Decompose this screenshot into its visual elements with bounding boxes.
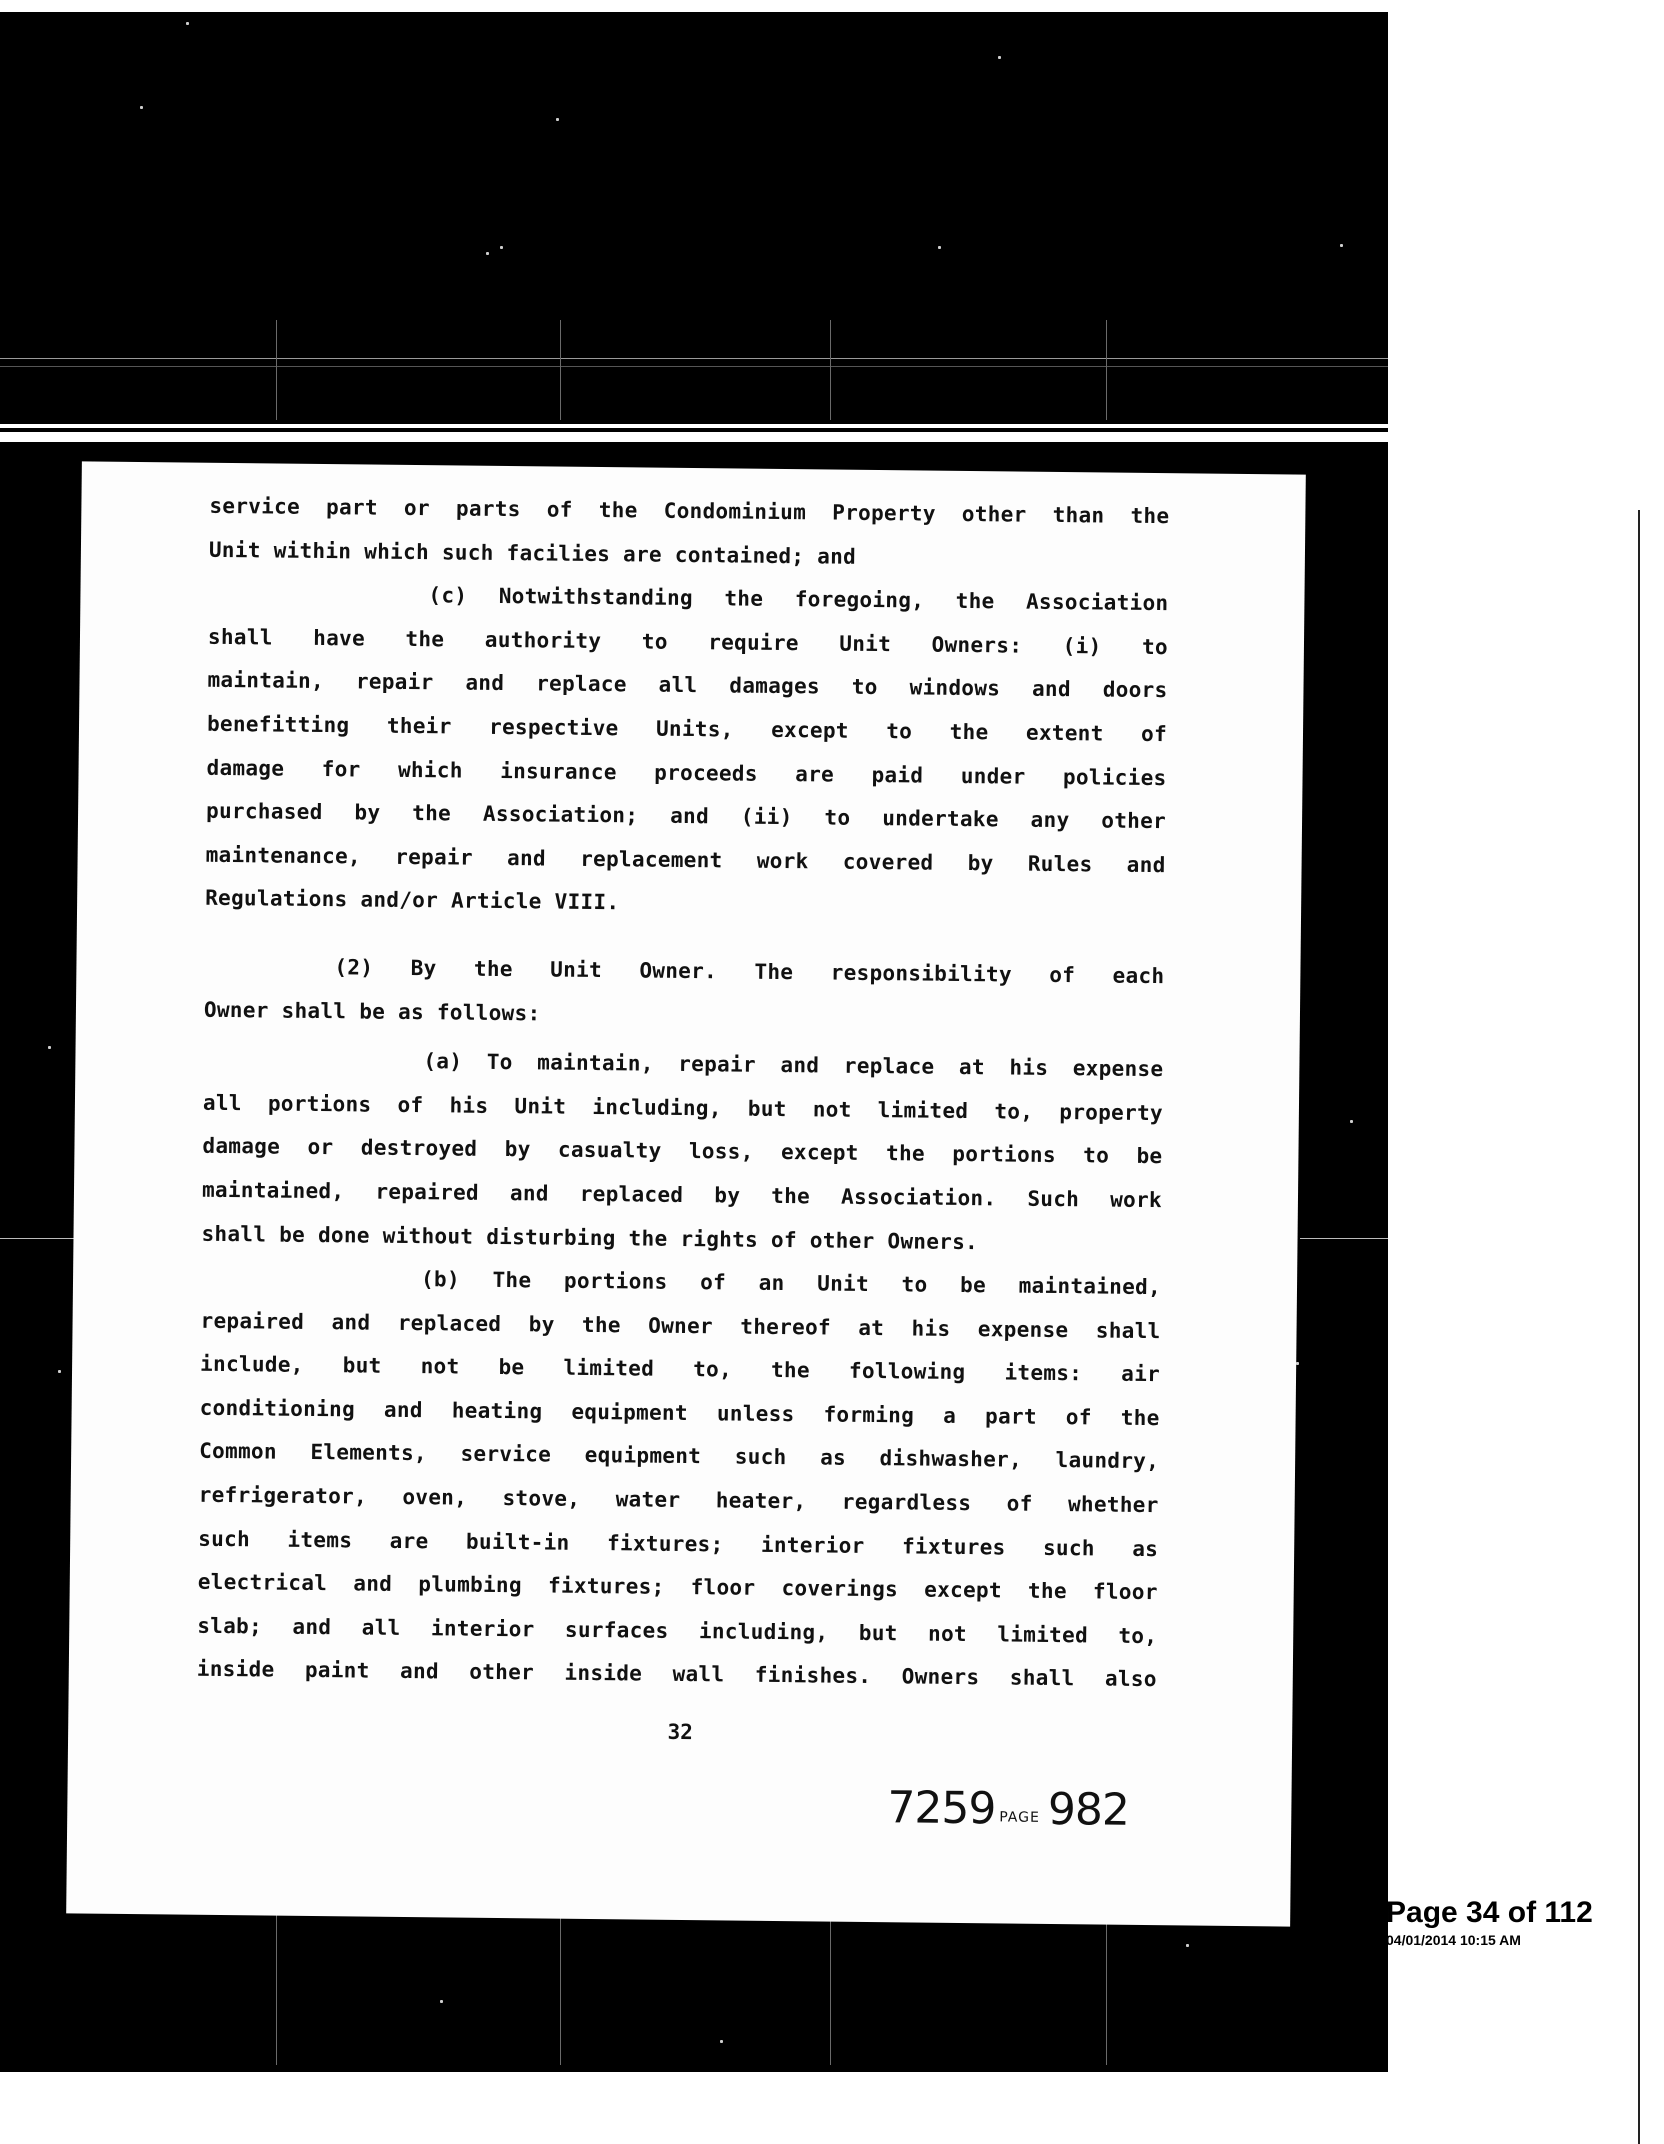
scan-artifact-line bbox=[0, 1238, 80, 1239]
body-line: (b) The portions of an Unit to be maintained, bbox=[420, 1267, 1162, 1300]
body-line: damage or destroyed by casualty loss, except the portions to be bbox=[202, 1134, 1163, 1169]
body-line: Owner shall be as follows: bbox=[203, 997, 541, 1025]
body-line: all portions of his Unit including, but not limited to, property bbox=[202, 1090, 1164, 1125]
body-line: (2) By the Unit Owner. The responsibility of each bbox=[334, 955, 1165, 989]
scan-speck bbox=[556, 118, 559, 121]
scan-speck bbox=[58, 1370, 61, 1373]
scan-speck bbox=[1296, 1362, 1299, 1365]
body-line: repaired and replaced by the Owner thereof at his expense shall bbox=[200, 1308, 1161, 1343]
body-line: damage for which insurance proceeds are paid under policies bbox=[206, 755, 1167, 790]
body-line: such items are built-in fixtures; interior fixtures such as bbox=[198, 1526, 1159, 1561]
scan-speck bbox=[440, 2000, 443, 2003]
scan-speck bbox=[998, 56, 1001, 59]
page-count: Page 34 of 112 bbox=[1386, 1896, 1593, 1929]
body-line: Common Elements, service equipment such as dishwasher, laundry, bbox=[199, 1439, 1160, 1474]
page-timestamp: 04/01/2014 10:15 AM bbox=[1386, 1932, 1521, 1948]
document-paper bbox=[66, 461, 1306, 1926]
body-line: inside paint and other inside wall finishes. Owners shall also bbox=[196, 1657, 1157, 1692]
scan-speck bbox=[186, 22, 189, 25]
body-line: (c) Notwithstanding the foregoing, the Association bbox=[428, 583, 1169, 616]
scan-artifact-vline bbox=[830, 1915, 831, 2065]
body-line: maintained, repaired and replaced by the Association. Such work bbox=[201, 1177, 1163, 1213]
scan-separator bbox=[0, 424, 1388, 428]
body-line: shall be done without disturbing the rights of other Owners. bbox=[201, 1221, 979, 1254]
scan-artifact-vline bbox=[276, 320, 277, 420]
scan-artifact-vline bbox=[830, 320, 831, 420]
body-line: include, but not be limited to, the following items: air bbox=[200, 1352, 1161, 1387]
body-line: slab; and all interior surfaces including, but not limited to, bbox=[197, 1613, 1158, 1648]
body-line: maintenance, repair and replacement work covered by Rules and bbox=[205, 842, 1166, 877]
body-line: Unit within which such facilies are contained; and bbox=[208, 537, 857, 569]
body-line: Regulations and/or Article VIII. bbox=[205, 886, 620, 915]
body-line: (a) To maintain, repair and replace at his expense bbox=[423, 1049, 1164, 1082]
scan-speck bbox=[1340, 244, 1343, 247]
body-line: purchased by the Association; and (ii) to undertake any other bbox=[205, 798, 1167, 834]
scan-artifact-line bbox=[0, 366, 1388, 367]
scan-artifact-line bbox=[1300, 1238, 1388, 1239]
body-line: electrical and plumbing fixtures; floor coverings except the floor bbox=[197, 1569, 1158, 1605]
book-page-number: 982 bbox=[1047, 1783, 1130, 1836]
scan-artifact-line bbox=[0, 358, 1388, 359]
scan-speck bbox=[500, 246, 503, 249]
book-number: 7259 bbox=[887, 1782, 996, 1835]
scan-speck bbox=[720, 2040, 723, 2043]
page-number: 32 bbox=[667, 1719, 693, 1745]
body-line: shall have the authority to require Unit Owners: (i) to bbox=[207, 624, 1169, 659]
body-line: service part or parts of the Condominium Property other than the bbox=[209, 493, 1170, 529]
book-page-label: PAGE bbox=[999, 1809, 1040, 1826]
scan-speck bbox=[486, 252, 489, 255]
scan-artifact-vline bbox=[560, 320, 561, 420]
scan-top-black-region bbox=[0, 12, 1388, 432]
body-line: refrigerator, oven, stove, water heater, regardless of whether bbox=[198, 1482, 1159, 1518]
scan-artifact-vline bbox=[1106, 320, 1107, 420]
scan-artifact-vline bbox=[1106, 1915, 1107, 2065]
body-line: maintain, repair and replace all damages to windows and doors bbox=[207, 668, 1168, 703]
scan-speck bbox=[1186, 1944, 1189, 1947]
scan-artifact-vline bbox=[276, 1915, 277, 2065]
scan-artifact-vline bbox=[560, 1915, 561, 2065]
page-info bbox=[1386, 1896, 1593, 1948]
page-border-rule bbox=[1638, 510, 1640, 2144]
scan-speck bbox=[48, 1046, 51, 1049]
body-line: conditioning and heating equipment unless forming a part of the bbox=[199, 1395, 1160, 1431]
scan-speck bbox=[1350, 1120, 1353, 1123]
scan-speck bbox=[938, 246, 941, 249]
scan-speck bbox=[140, 106, 143, 109]
body-line: benefitting their respective Units, except to the extent of bbox=[206, 711, 1168, 747]
book-page-stamp bbox=[887, 1782, 1129, 1836]
document-body bbox=[197, 485, 1170, 1702]
